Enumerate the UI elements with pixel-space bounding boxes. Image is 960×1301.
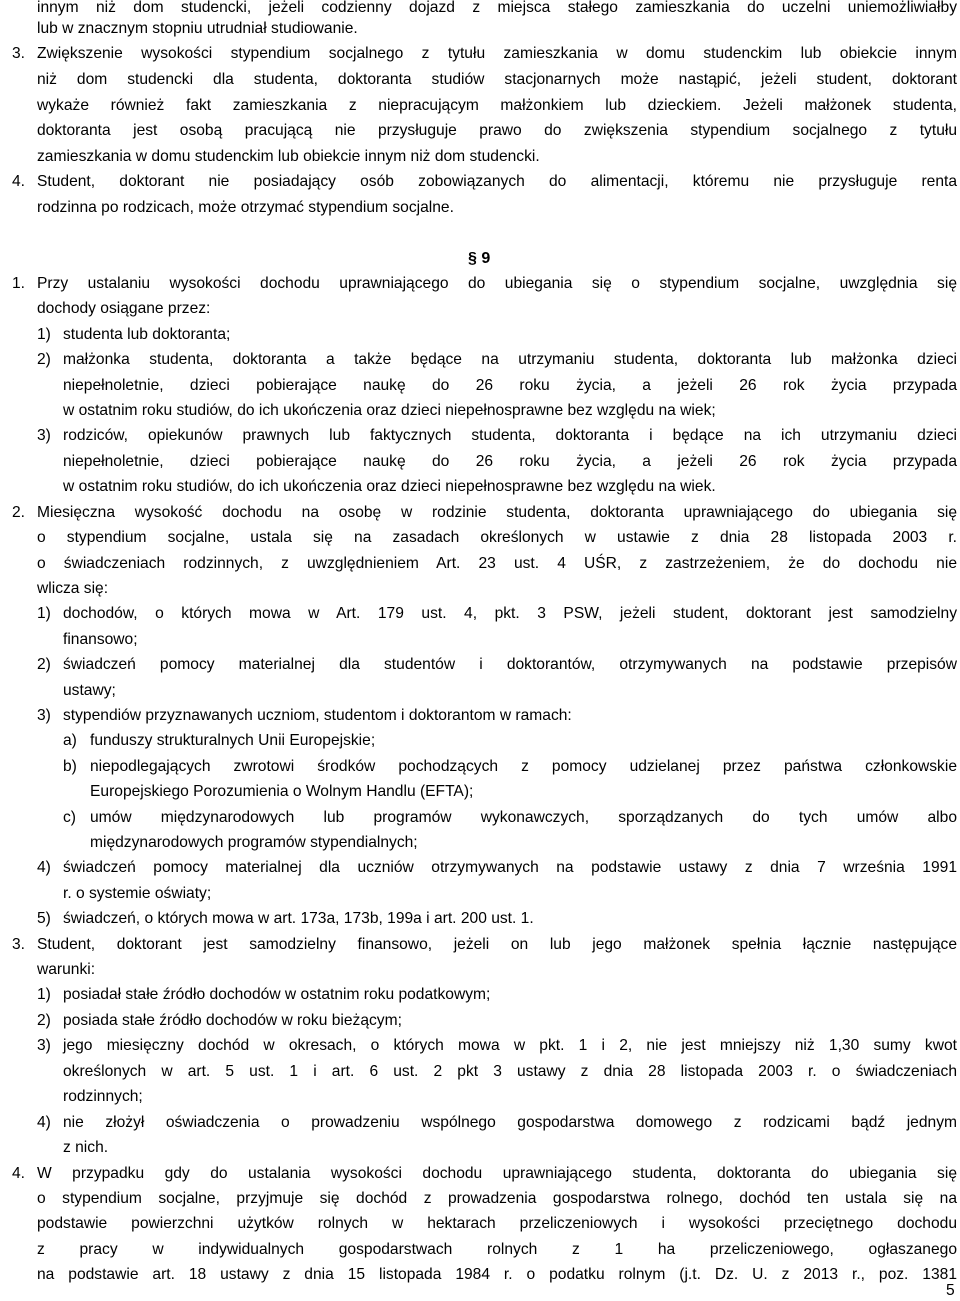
list-number: 2)	[37, 656, 51, 673]
text-line: niepełnoletnie, dzieci pobierające naukę do 26 roku życia, a jeżeli 26 rok życia przypada	[63, 453, 957, 470]
text-line: Student, doktorant nie posiadający osób zobowiązanych do alimentacji, któremu nie przysługuje renta	[37, 173, 957, 190]
list-number: 3)	[37, 427, 51, 444]
list-letter: c)	[63, 809, 76, 826]
text-line: rodzinnych;	[63, 1088, 143, 1105]
text-line: Zwiększenie wysokości stypendium socjalnego z tytułu zamieszkania w domu studenckim lub obiekcie innym	[37, 45, 957, 62]
list-number: 1)	[37, 605, 51, 622]
text-line: r. o systemie oświaty;	[63, 885, 212, 902]
list-letter: b)	[63, 758, 77, 775]
text-line: posiada stałe źródło dochodów w roku bieżącym;	[63, 1012, 402, 1029]
text-line: zamieszkania w domu studenckim lub obiekcie innym niż dom studencki.	[37, 148, 540, 165]
page-number: 5	[946, 1282, 955, 1299]
list-number: 3)	[37, 1037, 51, 1054]
text-line: umów międzynarodowych lub programów wykonawczych, sporządzanych do tych umów albo	[90, 809, 957, 826]
list-number: 4)	[37, 1114, 51, 1131]
item-number: 1.	[12, 275, 26, 292]
text-line: o świadczeniach rodzinnych, z uwzględnieniem Art. 23 ust. 4 UŚR, z zastrzeżeniem, że do dochodu nie	[37, 555, 957, 572]
list-number: 3)	[37, 707, 51, 724]
text-line: świadczeń pomocy materialnej dla studentów i doktorantów, otrzymywanych na podstawie przepisów	[63, 656, 957, 673]
list-number: 1)	[37, 986, 51, 1003]
list-number: 2)	[37, 1012, 51, 1029]
text-line: w ostatnim roku studiów, do ich ukończenia oraz dzieci niepełnosprawne bez względu na wiek;	[63, 402, 716, 419]
text-line: jego miesięczny dochód w okresach, o których mowa w pkt. 1 i 2, nie jest mniejszy niż 1,30 sumy kwot	[63, 1037, 957, 1054]
list-letter: a)	[63, 732, 77, 749]
text-line: dochodów, o których mowa w Art. 179 ust. 4, pkt. 3 PSW, jeżeli student, doktorant jest samodzielny	[63, 605, 957, 622]
text-line: niż dom studencki dla studenta, doktoranta studiów stacjonarnych może nastąpić, jeżeli student, doktorant	[37, 71, 957, 88]
text-line: nie złożył oświadczenia o prowadzeniu wspólnego gospodarstwa domowego z rodzicami bądź jednym	[63, 1114, 957, 1131]
item-number: 3.	[12, 936, 26, 953]
text-line: lub w znacznym stopniu utrudniał studiowanie.	[37, 20, 358, 37]
text-line: rodziców, opiekunów prawnych lub faktycznych studenta, doktoranta i będące na ich utrzymaniu dzieci	[63, 427, 957, 444]
text-line: Przy ustalaniu wysokości dochodu uprawniającego do ubiegania się o stypendium socjalne, uwzględnia się	[37, 275, 957, 292]
text-line: wykaże również fakt zamieszkania z niepracującym małżonkiem lub dzieckiem. Jeżeli małżonek studenta,	[37, 97, 957, 114]
text-line: świadczeń pomocy materialnej dla uczniów otrzymywanych na podstawie ustawy z dnia 7 września 1991	[63, 859, 957, 876]
text-line: Europejskiego Porozumienia o Wolnym Handlu (EFTA);	[90, 783, 474, 800]
text-line: stypendiów przyznawanych uczniom, studentom i doktorantom w ramach:	[63, 707, 572, 724]
item-number: 4.	[12, 173, 26, 190]
text-line: na podstawie art. 18 ustawy z dnia 15 listopada 1984 r. o podatku rolnym (j.t. Dz. U. z 2013 r., poz. 1381	[37, 1266, 957, 1283]
text-line: posiadał stałe źródło dochodów w ostatnim roku podatkowym;	[63, 986, 491, 1003]
text-line: w ostatnim roku studiów, do ich ukończenia oraz dzieci niepełnosprawne bez względu na wiek.	[63, 478, 716, 495]
text-line: rodzinna po rodzicach, może otrzymać stypendium socjalne.	[37, 199, 454, 216]
text-line: o stypendium socjalne, przyjmuje się dochód z prowadzenia gospodarstwa rolnego, dochód ten ustala się na	[37, 1190, 957, 1207]
text-line: wlicza się:	[37, 580, 109, 597]
text-line: określonych w art. 5 ust. 1 i art. 6 ust. 2 pkt 3 ustawy z dnia 28 listopada 2003 r. o świadczeniach	[63, 1063, 957, 1080]
text-line: doktoranta jest osobą pracującą nie przysługuje prawo do zwiększenia stypendium socjalnego z tytułu	[37, 122, 957, 139]
text-line: z nich.	[63, 1139, 109, 1156]
item-number: 4.	[12, 1165, 26, 1182]
text-line: ustawy;	[63, 682, 116, 699]
list-number: 2)	[37, 351, 51, 368]
text-line: finansowo;	[63, 631, 138, 648]
text-line: dochody osiągane przez:	[37, 300, 211, 317]
text-line: innym niż dom studencki, jeżeli codzienny dojazd z miejsca stałego zamieszkania do uczelni uniemożliwiałby	[37, 0, 957, 16]
item-number: 2.	[12, 504, 26, 521]
item-number: 3.	[12, 45, 26, 62]
text-line: podstawie powierzchni użytków rolnych w hektarach przeliczeniowych i wysokości przeciętnego dochodu	[37, 1215, 957, 1232]
text-line: niepełnoletnie, dzieci pobierające naukę do 26 roku życia, a jeżeli 26 rok życia przypada	[63, 377, 957, 394]
text-line: świadczeń, o których mowa w art. 173a, 173b, 199a i art. 200 ust. 1.	[63, 910, 534, 927]
list-number: 4)	[37, 859, 51, 876]
text-line: małżonka studenta, doktoranta a także będące na utrzymaniu studenta, doktoranta lub małżonka dzieci	[63, 351, 957, 368]
text-line: Student, doktorant jest samodzielny finansowo, jeżeli on lub jego małżonek spełnia łącznie następujące	[37, 936, 957, 953]
text-line: studenta lub doktoranta;	[63, 326, 231, 343]
text-line: funduszy strukturalnych Unii Europejskie;	[90, 732, 376, 749]
text-line: Miesięczna wysokość dochodu na osobę w rodzinie studenta, doktoranta uprawniającego do ubiegania się	[37, 504, 957, 521]
text-line: W przypadku gdy do ustalania wysokości dochodu uprawniającego studenta, doktoranta do ubiegania się	[37, 1165, 957, 1182]
text-line: warunki:	[37, 961, 96, 978]
text-line: z pracy w indywidualnych gospodarstwach rolnych z 1 ha przeliczeniowego, ogłaszanego	[37, 1241, 957, 1258]
text-line: o stypendium socjalne, ustala się na zasadach określonych w ustawie z dnia 28 listopada 2003 r.	[37, 529, 957, 546]
list-number: 5)	[37, 910, 51, 927]
list-number: 1)	[37, 326, 51, 343]
section-heading: § 9	[468, 250, 491, 267]
text-line: międzynarodowych programów stypendialnych;	[90, 834, 418, 851]
text-line: niepodlegających zwrotowi środków pochodzących z pomocy udzielanej przez państwa członkowskie	[90, 758, 957, 775]
